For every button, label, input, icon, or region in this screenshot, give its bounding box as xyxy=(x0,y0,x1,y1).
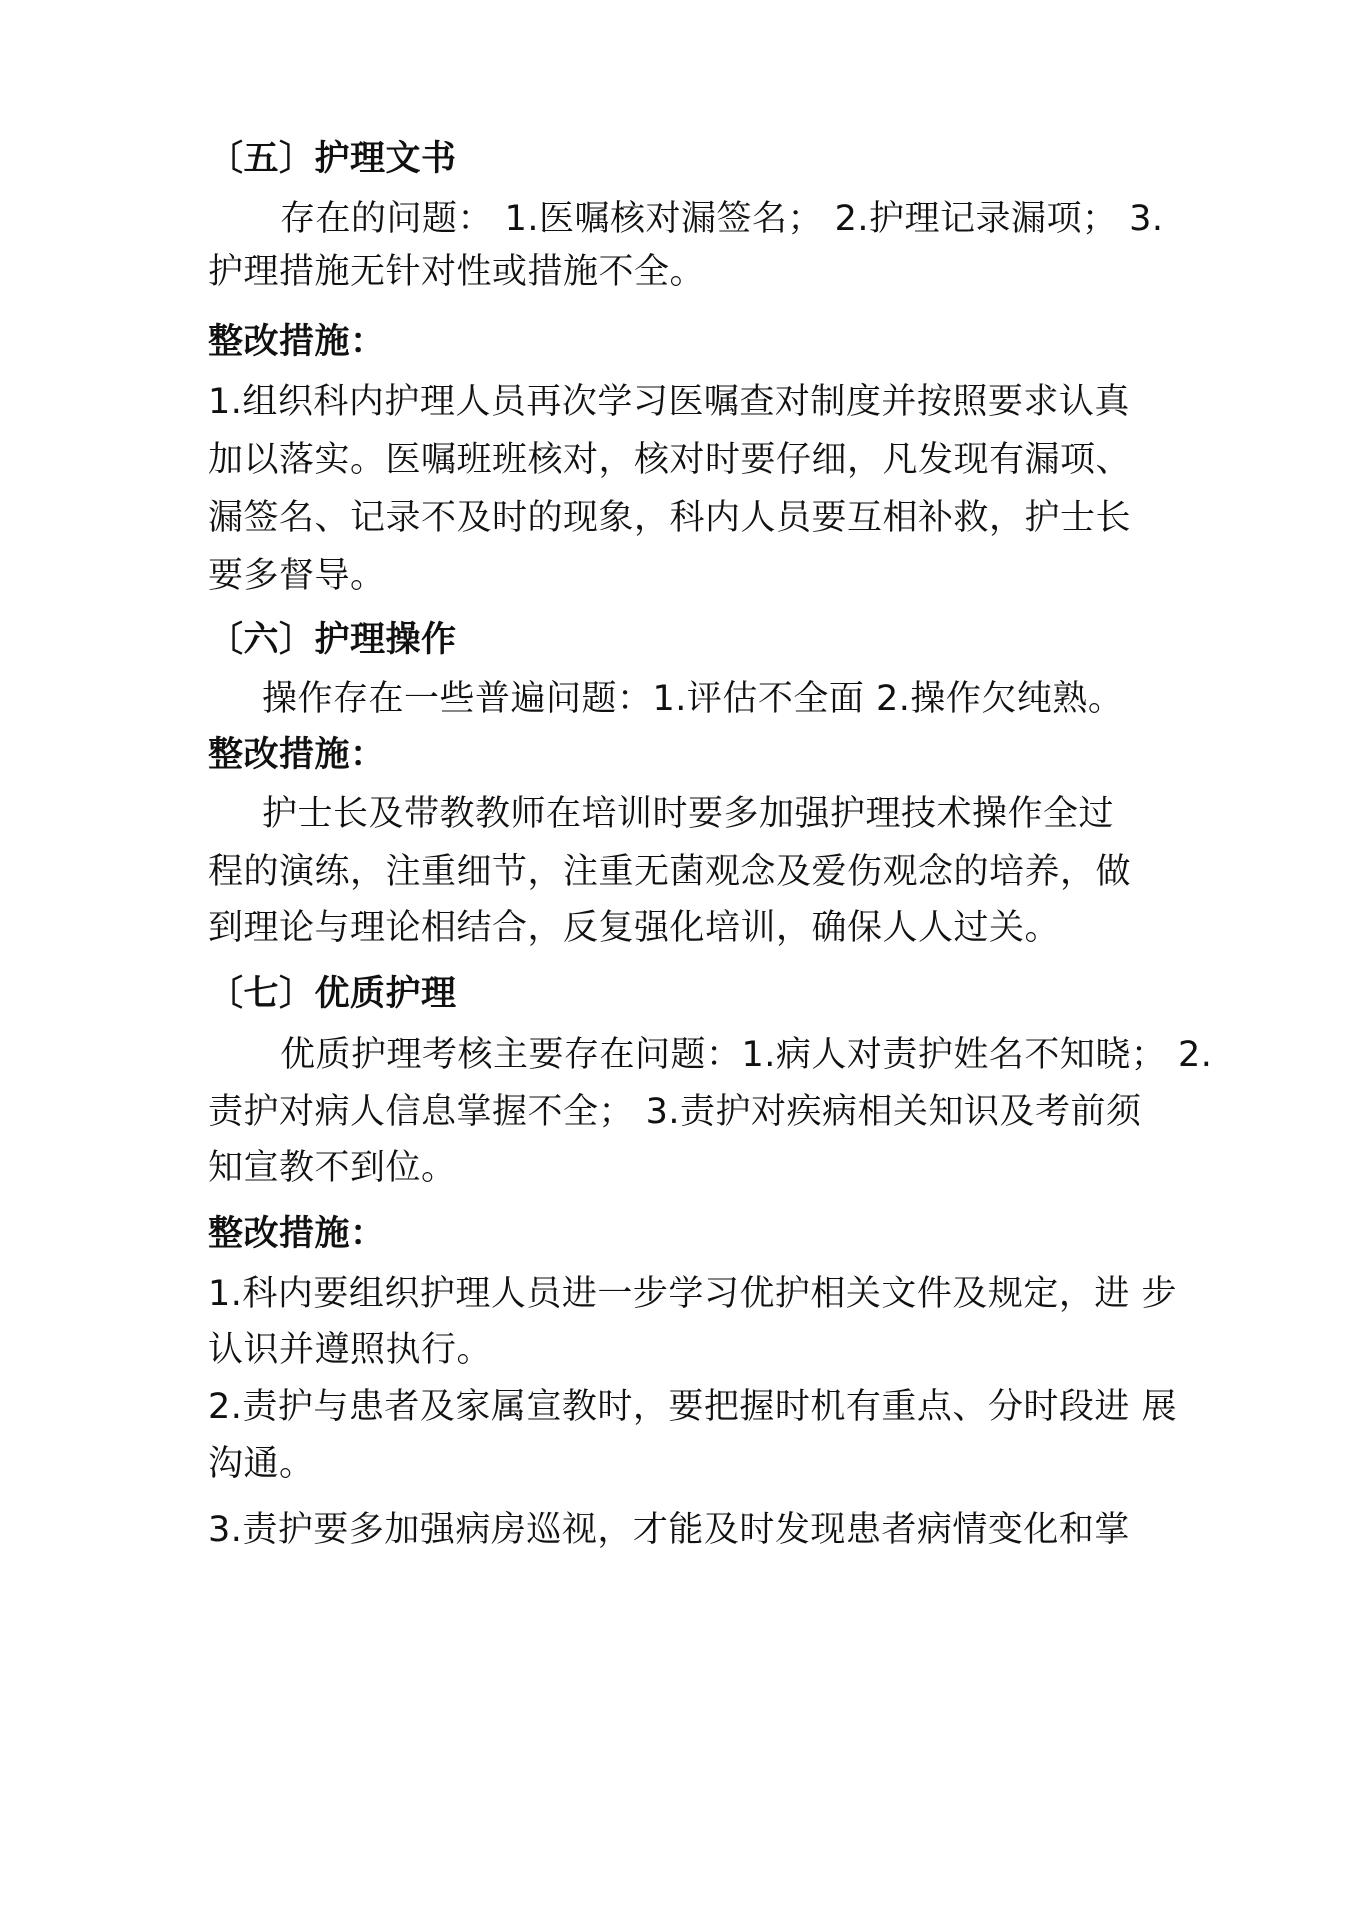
measure-line: 加以落实。医嘱班班核对，核对时要仔细，凡发现有漏项、 xyxy=(208,440,1132,480)
rectification-measures-heading: 整改措施： xyxy=(208,322,386,362)
measure-line: 认识并遵照执行。 xyxy=(208,1330,493,1370)
issue-line: 存在的问题： 1.医嘱核对漏签名； 2.护理记录漏项； 3. xyxy=(280,199,1164,239)
measure-line: 漏签名、记录不及时的现象，科内人员要互相补救，护士长 xyxy=(208,498,1132,538)
rectification-measures-heading: 整改措施： xyxy=(208,1214,386,1254)
issue-line: 责护对病人信息掌握不全； 3.责护对疾病相关知识及考前须 xyxy=(208,1092,1142,1132)
section-heading-nursing-operations: 〔六〕护理操作 xyxy=(208,620,457,660)
issue-line: 护理措施无针对性或措施不全。 xyxy=(208,252,706,292)
measure-line: 程的演练，注重细节，注重无菌观念及爱伤观念的培养，做 xyxy=(208,852,1132,892)
section-heading-quality-nursing: 〔七〕优质护理 xyxy=(208,974,457,1014)
measure-line: 2.责护与患者及家属宣教时，要把握时机有重点、分时段进 展 xyxy=(208,1387,1178,1427)
section-heading-nursing-documents: 〔五〕护理文书 xyxy=(208,139,457,179)
issue-line: 优质护理考核主要存在问题：1.病人对责护姓名不知晓； 2. xyxy=(280,1035,1213,1075)
measure-line: 护士长及带教教师在培训时要多加强护理技术操作全过 xyxy=(262,794,1115,834)
rectification-measures-heading: 整改措施： xyxy=(208,735,386,775)
measure-line: 3.责护要多加强病房巡视，才能及时发现患者病情变化和掌 xyxy=(208,1510,1130,1550)
measure-line: 要多督导。 xyxy=(208,556,386,596)
measure-line: 1.科内要组织护理人员进一步学习优护相关文件及规定，进 步 xyxy=(208,1274,1178,1314)
measure-line: 到理论与理论相结合，反复强化培训，确保人人过关。 xyxy=(208,908,1061,948)
issue-line: 操作存在一些普遍问题：1.评估不全面 2.操作欠纯熟。 xyxy=(262,679,1124,719)
measure-line: 1.组织科内护理人员再次学习医嘱查对制度并按照要求认真 xyxy=(208,382,1130,422)
measure-line: 沟通。 xyxy=(208,1444,315,1484)
issue-line: 知宣教不到位。 xyxy=(208,1148,457,1188)
